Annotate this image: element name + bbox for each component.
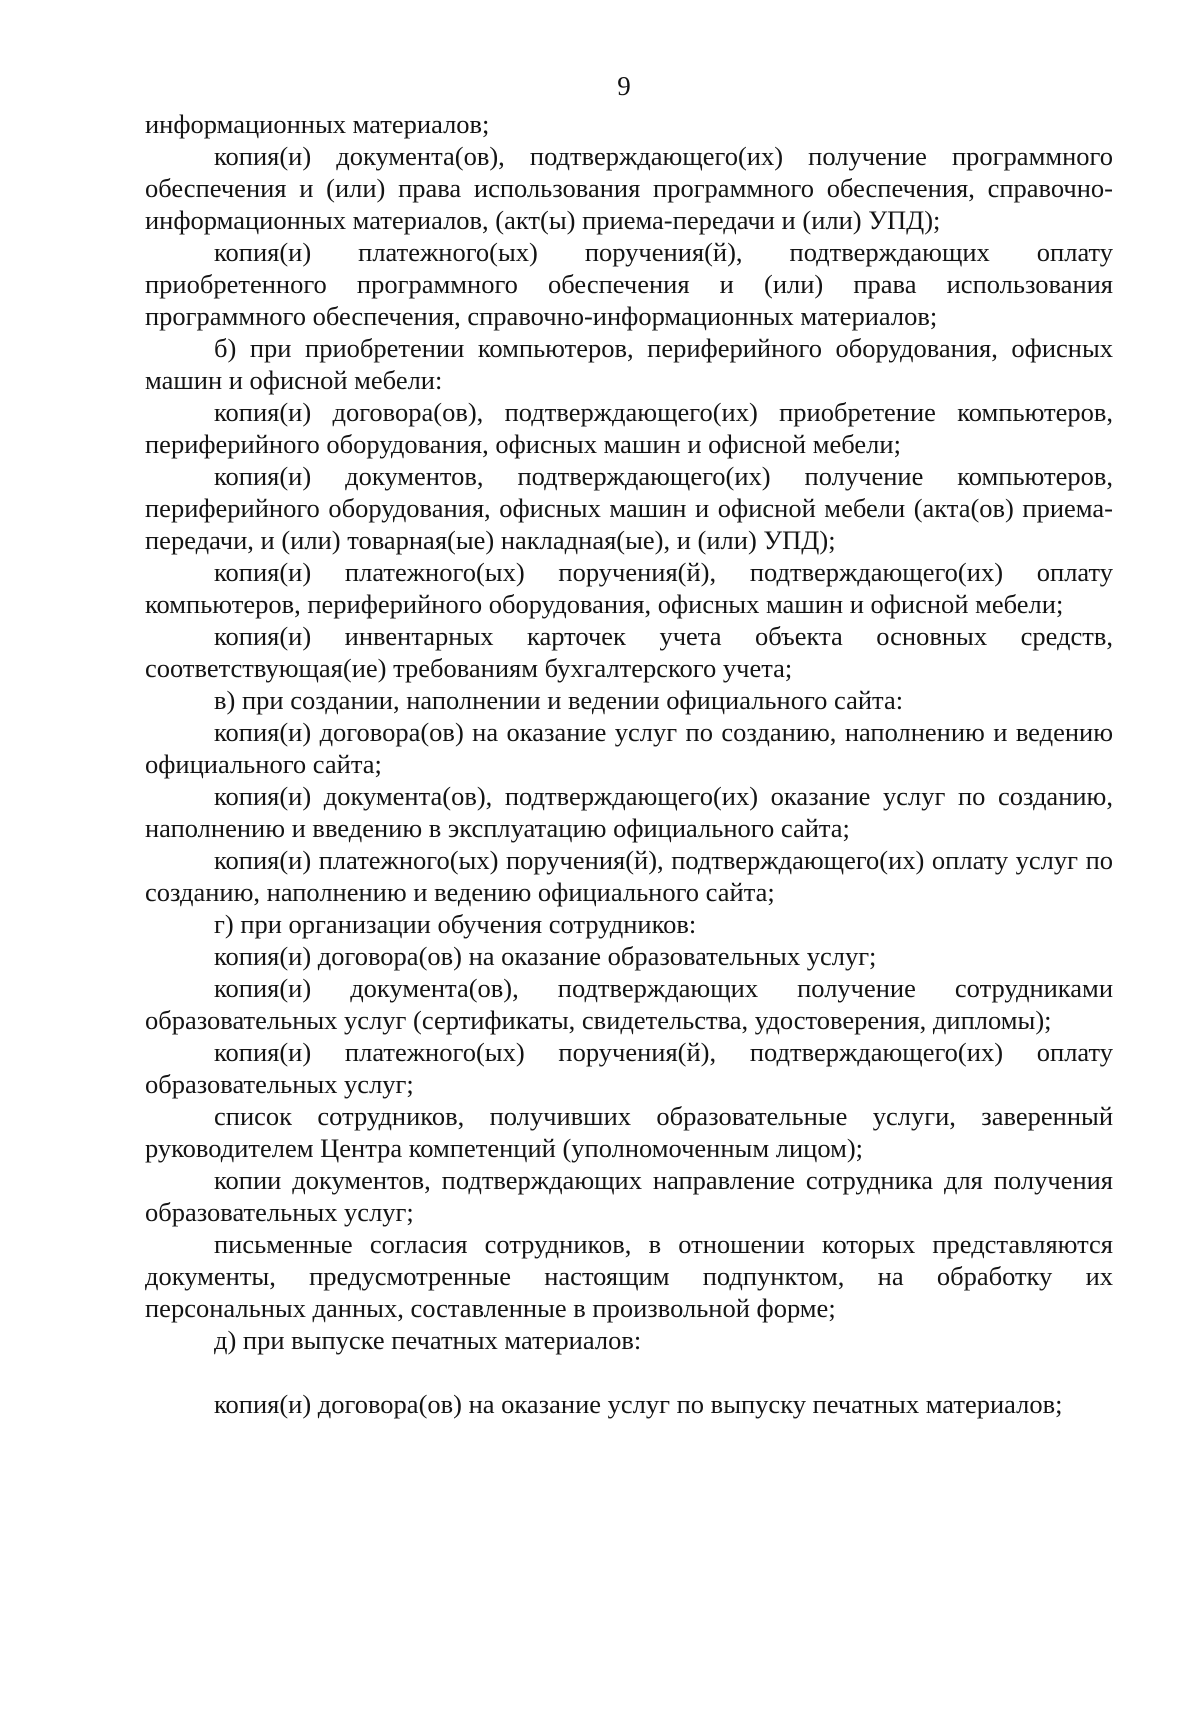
paragraph: копия(и) документа(ов), подтверждающих получение сотрудниками образовательных услуг (сертификаты, свидетельства, удостоверения, дипломы);	[145, 973, 1113, 1035]
paragraph: копия(и) платежного(ых) поручения(й), подтверждающего(их) оплату образовательных услуг;	[145, 1037, 1113, 1099]
paragraph: копия(и) договора(ов) на оказание образовательных услуг;	[214, 941, 877, 971]
paragraph: копии документов, подтверждающих направление сотрудника для получения образовательных услуг;	[145, 1165, 1113, 1227]
paragraph: письменные согласия сотрудников, в отношении которых представляются документы, предусмотренные настоящим подпунктом, на обработку их персональных данных, составленные в произвольной форме;	[145, 1229, 1113, 1323]
paragraph: копия(и) договора(ов) на оказание услуг по выпуску печатных материалов;	[214, 1389, 1063, 1419]
paragraph-continuation: информационных материалов;	[145, 109, 490, 139]
paragraph: копия(и) документа(ов), подтверждающего(их) оказание услуг по созданию, наполнению и введению в эксплуатацию официального сайта;	[145, 781, 1113, 843]
paragraph: копия(и) договора(ов) на оказание услуг по созданию, наполнению и ведению официального сайта;	[145, 717, 1113, 779]
paragraph: копия(и) платежного(ых) поручения(й), подтверждающих оплату приобретенного программного обеспечения и (или) права использования программного обеспечения, справочно-информационных материалов;	[145, 237, 1113, 331]
paragraph: копия(и) договора(ов), подтверждающего(их) приобретение компьютеров, периферийного оборудования, офисных машин и офисной мебели;	[145, 397, 1113, 459]
paragraph: копия(и) платежного(ых) поручения(й), подтверждающего(их) оплату услуг по созданию, наполнению и ведению официального сайта;	[145, 845, 1113, 907]
subsection-heading: г) при организации обучения сотрудников:	[214, 909, 697, 939]
paragraph: копия(и) платежного(ых) поручения(й), подтверждающего(их) оплату компьютеров, периферийного оборудования, офисных машин и офисной мебели;	[145, 557, 1113, 619]
subsection-heading: б) при приобретении компьютеров, периферийного оборудования, офисных машин и офисной мебели:	[145, 333, 1113, 395]
subsection-heading: в) при создании, наполнении и ведении официального сайта:	[214, 685, 904, 715]
paragraph: копия(и) документа(ов), подтверждающего(их) получение программного обеспечения и (или) права использования программного обеспечения, справочно-информационных материалов, (акт(ы) приема-передачи и (или) УПД);	[145, 141, 1113, 235]
subsection-heading: д) при выпуске печатных материалов:	[214, 1325, 642, 1355]
paragraph: копия(и) документов, подтверждающего(их) получение компьютеров, периферийного оборудования, офисных машин и офисной мебели (акта(ов) приема-передачи, и (или) товарная(ые) накладная(ые), и (или) УПД);	[145, 461, 1113, 555]
paragraph: список сотрудников, получивших образовательные услуги, заверенный руководителем Центра компетенций (уполномоченным лицом);	[145, 1101, 1113, 1163]
paragraph: копия(и) инвентарных карточек учета объекта основных средств, соответствующая(ие) требованиям бухгалтерского учета;	[145, 621, 1113, 683]
page-number: 9	[617, 71, 631, 101]
document-body	[145, 108, 1113, 1420]
